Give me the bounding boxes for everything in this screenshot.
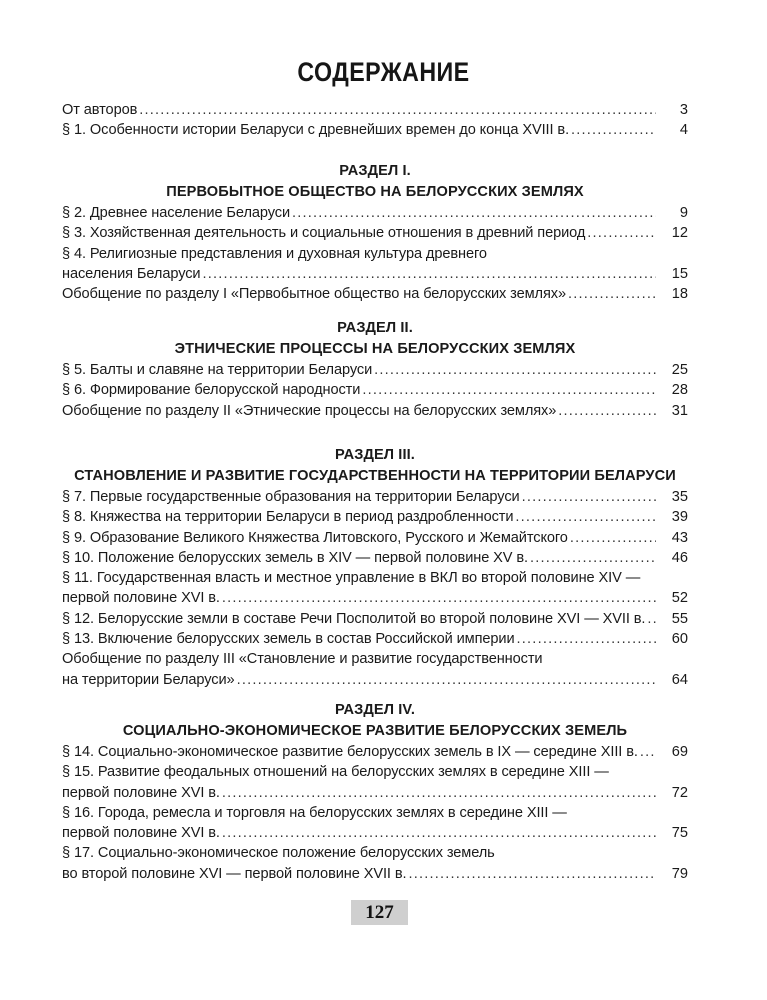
entry-page: 52 (671, 590, 688, 607)
entry-text: § 2. Древнее население Беларуси (62, 205, 291, 221)
dot-leader (222, 588, 656, 608)
entry-page: 4 (679, 122, 688, 139)
toc-entry[interactable] (62, 548, 688, 568)
entry-text: § 16. Города, ремесла и торговля на белорусских землях в середине XIII — (62, 804, 567, 821)
toc-entry[interactable] (62, 487, 688, 507)
entry-text: § 3. Хозяйственная деятельность и социальные отношения в древний период (62, 225, 586, 242)
entry-page: 35 (671, 489, 688, 505)
toc-entry[interactable] (62, 843, 688, 884)
entry-text: § 10. Положение белорусских земель в XIV — первой половине XV в. (62, 549, 529, 566)
entry-page: 64 (671, 671, 688, 688)
entry-text: Обобщение по разделу I «Первобытное общество на белорусских землях» (62, 286, 566, 303)
entry-page: 12 (671, 225, 688, 242)
entry-text: § 8. Княжества на территории Беларуси в период раздробленности (62, 509, 514, 526)
section-label: РАЗДЕЛ III. (335, 447, 415, 463)
entry-text: во второй половине XVI — первой половине XVII в. (62, 865, 407, 882)
entry-page: 60 (671, 631, 688, 648)
section-title: СТАНОВЛЕНИЕ И РАЗВИТИЕ ГОСУДАРСТВЕННОСТИ НА ТЕРРИТОРИИ БЕЛАРУСИ (74, 468, 676, 484)
dot-leader (202, 264, 656, 284)
section-4 (62, 700, 688, 884)
dot-leader (517, 629, 656, 649)
toc-entry[interactable] (62, 244, 688, 285)
entry-text: От авторов (62, 102, 138, 118)
toc-entry-summary[interactable] (62, 649, 688, 690)
dot-leader (222, 783, 656, 803)
toc-entry[interactable] (62, 528, 688, 548)
dot-leader (237, 670, 656, 690)
entry-text: § 15. Развитие феодальных отношений на белорусских землях в середине XIII — (62, 764, 609, 781)
dot-leader (530, 548, 656, 568)
toc-entry[interactable] (62, 762, 688, 803)
toc-entry[interactable] (62, 507, 688, 527)
dot-leader (587, 223, 656, 243)
dot-leader (647, 609, 656, 629)
dot-leader (640, 742, 656, 762)
toc-entry[interactable] (62, 609, 688, 629)
page-title: СОДЕРЖАНИЕ (297, 57, 470, 87)
page-number: 127 (351, 900, 408, 925)
entry-text: § 4. Религиозные представления и духовная культура древнего (62, 245, 487, 262)
section-label: РАЗДЕЛ IV. (334, 702, 416, 718)
entry-page: 43 (671, 529, 688, 546)
entry-text: § 5. Балты и славяне на территории Беларуси (62, 362, 373, 378)
section-3 (62, 445, 688, 690)
toc-intro (62, 100, 688, 141)
entry-text: населения Беларуси (62, 265, 201, 282)
section-label: РАЗДЕЛ II. (337, 320, 413, 336)
entry-page: 9 (679, 205, 688, 221)
toc-entry[interactable] (62, 380, 688, 400)
toc-entry[interactable] (62, 629, 688, 649)
entry-text: Обобщение по разделу II «Этнические процессы на белорусских землях» (62, 402, 557, 419)
entry-text: первой половине XVI в. (62, 590, 220, 607)
section-label: РАЗДЕЛ I. (339, 163, 411, 179)
entry-page: 72 (671, 784, 688, 801)
toc-entry-from-authors[interactable] (62, 100, 688, 120)
entry-page: 31 (671, 402, 688, 419)
toc-entry[interactable] (62, 803, 688, 844)
entry-text: § 6. Формирование белорусской народности (62, 382, 361, 399)
entry-text: первой половине XVI в. (62, 825, 220, 842)
entry-text: Обобщение по разделу III «Становление и развитие государственности (62, 651, 543, 668)
entry-page: 69 (671, 744, 688, 760)
entry-text: § 7. Первые государственные образования на территории Беларуси (62, 489, 520, 505)
dot-leader (570, 528, 656, 548)
toc-entry[interactable] (62, 223, 688, 243)
entry-text: § 11. Государственная власть и местное управление в ВКЛ во второй половине XIV — (62, 570, 641, 587)
entry-page: 18 (671, 286, 688, 303)
entry-text: § 1. Особенности истории Беларуси с древнейших времен до конца XVIII в. (62, 122, 570, 139)
toc-entry[interactable] (62, 360, 688, 380)
dot-leader (558, 401, 656, 421)
entry-page: 25 (671, 362, 688, 378)
section-2 (62, 318, 688, 421)
entry-text: на территории Беларуси» (62, 671, 235, 688)
dot-leader (515, 507, 656, 527)
entry-page: 46 (671, 549, 688, 566)
entry-page: 79 (671, 865, 688, 882)
dot-leader (139, 100, 656, 120)
entry-page: 3 (679, 102, 688, 118)
section-1 (62, 161, 688, 304)
entry-page: 55 (671, 610, 688, 627)
dot-leader (292, 203, 656, 223)
entry-page: 75 (671, 825, 688, 842)
entry-text: § 14. Социально-экономическое развитие белорусских земель в IX — середине XIII в. (62, 744, 638, 760)
entry-page: 28 (671, 382, 688, 399)
dot-leader (568, 284, 656, 304)
section-title: ПЕРВОБЫТНОЕ ОБЩЕСТВО НА БЕЛОРУССКИХ ЗЕМЛЯХ (166, 184, 584, 200)
toc-entry-paragraph-1[interactable] (62, 120, 688, 140)
section-title: СОЦИАЛЬНО-ЭКОНОМИЧЕСКОЕ РАЗВИТИЕ БЕЛОРУССКИХ ЗЕМЕЛЬ (122, 723, 628, 739)
toc-entry-summary[interactable] (62, 401, 688, 421)
dot-leader (374, 360, 656, 380)
toc-entry[interactable] (62, 568, 688, 609)
toc-entry-summary[interactable] (62, 284, 688, 304)
dot-leader (362, 380, 656, 400)
entry-text: первой половине XVI в. (62, 784, 220, 801)
toc-entry[interactable] (62, 203, 688, 223)
entry-text: § 17. Социально-экономическое положение белорусских земель (62, 845, 495, 862)
entry-page: 15 (671, 265, 688, 282)
dot-leader (408, 864, 656, 884)
entry-text: § 12. Белорусские земли в составе Речи Посполитой во второй половине XVI — XVII в. (62, 610, 646, 627)
toc-entry[interactable] (62, 742, 688, 762)
entry-text: § 9. Образование Великого Княжества Литовского, Русского и Жемайтского (62, 529, 568, 546)
entry-text: § 13. Включение белорусских земель в состав Российской империи (62, 631, 515, 648)
entry-page: 39 (671, 509, 688, 526)
section-title: ЭТНИЧЕСКИЕ ПРОЦЕССЫ НА БЕЛОРУССКИХ ЗЕМЛЯХ (174, 341, 576, 357)
dot-leader (522, 487, 656, 507)
dot-leader (571, 120, 656, 140)
dot-leader (222, 823, 656, 843)
